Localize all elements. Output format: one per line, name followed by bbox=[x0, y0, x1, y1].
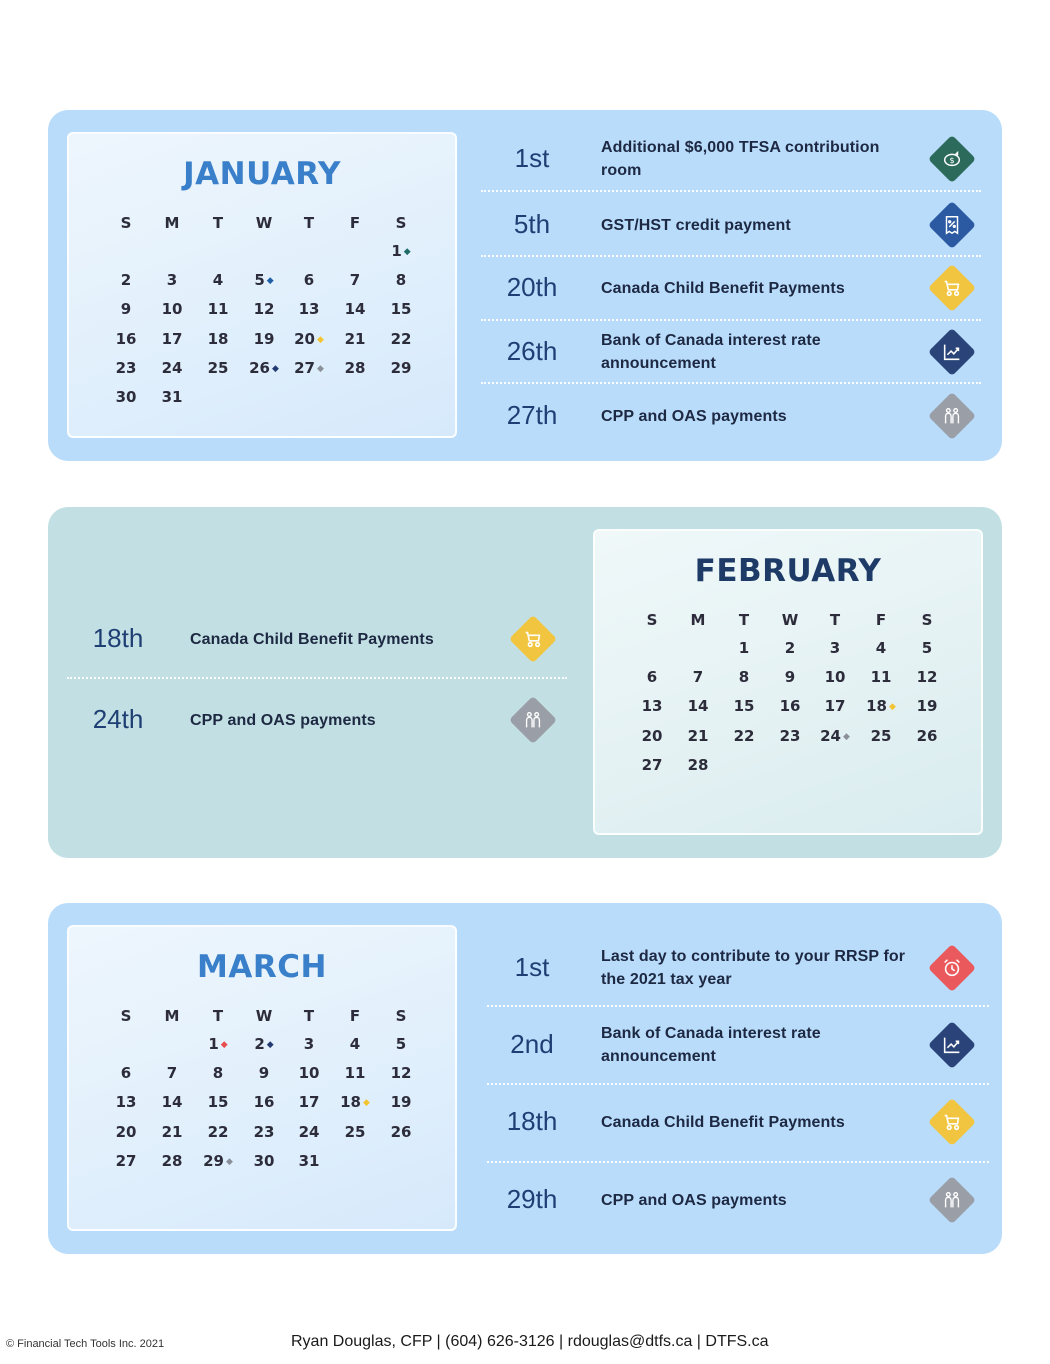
event-date: 2nd bbox=[510, 1029, 554, 1059]
calendar-day: 5 bbox=[921, 639, 933, 657]
event-description: Bank of Canada interest rate announcement bbox=[601, 1025, 821, 1065]
calendar-day: 1 bbox=[738, 639, 750, 657]
calendar-day: 29 ◆ bbox=[203, 1151, 233, 1170]
calendar-day: 8 bbox=[212, 1064, 224, 1083]
contact-line: Ryan Douglas, CFP | (604) 626-3126 | rdouglas@dtfs.ca | DTFS.ca bbox=[291, 1333, 769, 1350]
calendar-day: 19 bbox=[916, 697, 938, 716]
weekday-label: T bbox=[212, 214, 224, 232]
calendar-day: 2 bbox=[120, 271, 132, 290]
calendar-day: 10 bbox=[824, 668, 846, 687]
calendar-day: 23 bbox=[115, 358, 137, 377]
calendar-day: 23 bbox=[253, 1122, 275, 1141]
calendar-day: 30 bbox=[253, 1151, 275, 1170]
month-title: FEBRUARY bbox=[694, 553, 882, 589]
calendar-day: 25 bbox=[870, 726, 892, 745]
stroller-icon bbox=[928, 1098, 976, 1146]
event-divider bbox=[481, 190, 981, 192]
weekday-label: W bbox=[781, 611, 799, 629]
event-divider bbox=[481, 255, 981, 257]
calendar-day: 21 bbox=[687, 726, 709, 745]
calendar-day: 20 bbox=[641, 726, 663, 745]
calendar-day: 15 bbox=[390, 300, 412, 319]
calendar-day: 8 bbox=[395, 271, 407, 290]
event-description: Canada Child Benefit Payments bbox=[601, 279, 845, 297]
month-title: MARCH bbox=[197, 949, 327, 985]
calendar-day: 3 bbox=[166, 271, 178, 290]
calendar-day: 4 bbox=[212, 271, 224, 290]
calendar-day: 16 bbox=[115, 329, 137, 348]
calendar-day: 14 bbox=[687, 697, 709, 716]
calendar-day: 22 bbox=[207, 1122, 229, 1141]
trend-chart-icon bbox=[928, 328, 976, 376]
weekday-label: F bbox=[875, 611, 887, 629]
calendar-day: 13 bbox=[115, 1093, 137, 1112]
calendar-day: 6 bbox=[303, 271, 315, 290]
weekday-label: M bbox=[164, 1007, 180, 1025]
calendar-day: 14 bbox=[344, 300, 366, 319]
event-marker-icon: ◆ bbox=[220, 1040, 228, 1050]
calendar-day: 25 bbox=[207, 358, 229, 377]
calendar-day: 20 ◆ bbox=[294, 329, 324, 348]
calendar-day: 19 bbox=[253, 329, 275, 348]
trend-chart-icon bbox=[928, 1021, 976, 1069]
calendar-day: 24 bbox=[161, 358, 183, 377]
calendar-day: 28 bbox=[161, 1151, 183, 1170]
calendar-day: 26 bbox=[916, 726, 938, 745]
event-marker-icon: ◆ bbox=[362, 1098, 370, 1109]
copyright-text: © Financial Tech Tools Inc. 2021 bbox=[6, 1338, 165, 1350]
stroller-icon bbox=[509, 615, 557, 663]
calendar-day: 31 bbox=[298, 1151, 320, 1170]
calendar-day: 26 bbox=[390, 1122, 412, 1141]
calendar-day: 13 bbox=[298, 300, 320, 319]
calendar-day: 3 bbox=[303, 1035, 315, 1053]
seniors-icon bbox=[928, 392, 976, 440]
calendar-day: 27 bbox=[641, 755, 663, 774]
calendar-day: 9 bbox=[120, 300, 132, 319]
weekday-label: F bbox=[349, 1007, 361, 1025]
event-marker-icon: ◆ bbox=[225, 1156, 233, 1167]
event-divider bbox=[487, 1083, 989, 1085]
event-marker-icon: ◆ bbox=[316, 363, 324, 374]
event-date: 18th bbox=[92, 623, 144, 653]
calendar-day: 18 bbox=[207, 329, 229, 348]
weekday-label: T bbox=[829, 611, 841, 629]
calendar-day: 7 bbox=[692, 668, 704, 687]
receipt-icon bbox=[928, 201, 976, 249]
calendar-day: 27 bbox=[115, 1151, 137, 1170]
calendar-day: 2 bbox=[784, 639, 796, 657]
event-marker-icon: ◆ bbox=[888, 702, 896, 713]
event-marker-icon: ◆ bbox=[403, 247, 411, 257]
calendar-day: 10 bbox=[161, 300, 183, 319]
calendar-day: 10 bbox=[298, 1064, 320, 1083]
weekday-label: W bbox=[255, 214, 273, 232]
event-marker-icon: ◆ bbox=[266, 1040, 274, 1050]
calendar-day: 20 bbox=[115, 1122, 137, 1141]
event-date: 27th bbox=[506, 400, 558, 430]
alarm-clock-icon bbox=[928, 944, 976, 992]
calendar-day: 24 bbox=[298, 1122, 320, 1141]
event-date: 1st bbox=[514, 952, 550, 982]
seniors-icon bbox=[509, 696, 557, 744]
calendar-day: 22 bbox=[390, 329, 412, 348]
calendar-day: 27 ◆ bbox=[294, 358, 324, 377]
calendar-day: 16 bbox=[253, 1093, 275, 1112]
january-calendar bbox=[67, 132, 457, 438]
calendar-day: 11 bbox=[344, 1064, 366, 1083]
calendar-day: 9 bbox=[784, 668, 796, 687]
weekday-label: S bbox=[120, 214, 132, 232]
event-date: 18th bbox=[506, 1106, 558, 1136]
weekday-label: T bbox=[303, 1007, 315, 1025]
event-date: 26th bbox=[506, 336, 558, 366]
february-calendar bbox=[593, 529, 983, 835]
calendar-day: 6 bbox=[120, 1064, 132, 1083]
calendar-day: 14 bbox=[161, 1093, 183, 1112]
calendar-day: 4 bbox=[875, 639, 887, 657]
calendar-day: 12 bbox=[390, 1064, 412, 1083]
calendar-day: 21 bbox=[161, 1122, 183, 1141]
event-description: Bank of Canada interest rate announcement bbox=[601, 332, 821, 372]
calendar-day: 5 ◆ bbox=[254, 271, 274, 290]
calendar-day: 1 ◆ bbox=[391, 242, 411, 260]
month-title: JANUARY bbox=[183, 156, 341, 192]
calendar-day: 22 bbox=[733, 726, 755, 745]
weekday-label: T bbox=[212, 1007, 224, 1025]
event-divider bbox=[481, 319, 981, 321]
calendar-day: 29 bbox=[390, 358, 412, 377]
weekday-label: F bbox=[349, 214, 361, 232]
weekday-label: S bbox=[395, 214, 407, 232]
calendar-day: 11 bbox=[207, 300, 229, 319]
calendar-day: 12 bbox=[916, 668, 938, 687]
event-date: 29th bbox=[506, 1184, 558, 1214]
event-marker-icon: ◆ bbox=[842, 731, 850, 742]
weekday-label: M bbox=[164, 214, 180, 232]
event-description: Last day to contribute to your RRSP for the 2021 tax year bbox=[601, 948, 906, 988]
weekday-label: T bbox=[303, 214, 315, 232]
calendar-day: 15 bbox=[733, 697, 755, 716]
event-description: CPP and OAS payments bbox=[601, 1191, 787, 1209]
event-date: 1st bbox=[514, 143, 550, 173]
stroller-icon bbox=[928, 264, 976, 312]
event-description: Additional $6,000 TFSA contribution room bbox=[601, 139, 880, 179]
calendar-day: 24 ◆ bbox=[820, 726, 850, 745]
calendar-day: 7 bbox=[166, 1064, 178, 1083]
calendar-day: 7 bbox=[349, 271, 361, 290]
calendar-day: 9 bbox=[258, 1064, 270, 1083]
calendar-day: 17 bbox=[824, 697, 846, 716]
calendar-day: 1 ◆ bbox=[208, 1035, 228, 1053]
event-divider bbox=[67, 677, 567, 679]
weekday-label: W bbox=[255, 1007, 273, 1025]
event-marker-icon: ◆ bbox=[316, 334, 324, 345]
event-divider bbox=[487, 1005, 989, 1007]
event-marker-icon: ◆ bbox=[271, 363, 279, 374]
calendar-day: 21 bbox=[344, 329, 366, 348]
calendar-day: 11 bbox=[870, 668, 892, 687]
weekday-label: S bbox=[395, 1007, 407, 1025]
calendar-day: 16 bbox=[779, 697, 801, 716]
calendar-day: 18 ◆ bbox=[340, 1093, 370, 1112]
calendar-day: 15 bbox=[207, 1093, 229, 1112]
event-description: CPP and OAS payments bbox=[601, 407, 787, 425]
calendar-day: 6 bbox=[646, 668, 658, 687]
svg-text:$: $ bbox=[949, 155, 955, 166]
event-divider bbox=[487, 1161, 989, 1163]
piggy-bank-icon bbox=[928, 135, 976, 183]
calendar-day: 17 bbox=[298, 1093, 320, 1112]
calendar-day: 28 bbox=[687, 755, 709, 774]
seniors-icon bbox=[928, 1176, 976, 1224]
event-description: CPP and OAS payments bbox=[190, 711, 376, 729]
calendar-day: 13 bbox=[641, 697, 663, 716]
event-description: Canada Child Benefit Payments bbox=[190, 630, 434, 648]
calendar-day: 17 bbox=[161, 329, 183, 348]
calendar-day: 12 bbox=[253, 300, 275, 319]
march-calendar bbox=[67, 925, 457, 1231]
event-date: 24th bbox=[92, 704, 144, 734]
calendar-day: 28 bbox=[344, 358, 366, 377]
calendar-day: 18 ◆ bbox=[866, 697, 896, 716]
calendar-day: 3 bbox=[829, 639, 841, 657]
calendar-day: 4 bbox=[349, 1035, 361, 1053]
event-description: Canada Child Benefit Payments bbox=[601, 1113, 845, 1131]
weekday-label: S bbox=[921, 611, 933, 629]
calendar-day: 30 bbox=[115, 388, 137, 406]
event-date: 20th bbox=[506, 272, 558, 302]
calendar-day: 31 bbox=[161, 388, 183, 406]
calendar-day: 2 ◆ bbox=[254, 1035, 274, 1053]
calendar-day: 5 bbox=[395, 1035, 407, 1053]
calendar-day: 26 ◆ bbox=[249, 358, 279, 377]
calendar-day: 8 bbox=[738, 668, 750, 687]
event-date: 5th bbox=[513, 209, 551, 239]
event-marker-icon: ◆ bbox=[266, 276, 274, 287]
calendar-day: 25 bbox=[344, 1122, 366, 1141]
event-divider bbox=[481, 382, 981, 384]
weekday-label: S bbox=[646, 611, 658, 629]
weekday-label: S bbox=[120, 1007, 132, 1025]
calendar-day: 19 bbox=[390, 1093, 412, 1112]
event-description: GST/HST credit payment bbox=[601, 216, 791, 234]
weekday-label: T bbox=[738, 611, 750, 629]
calendar-day: 23 bbox=[779, 726, 801, 745]
weekday-label: M bbox=[690, 611, 706, 629]
